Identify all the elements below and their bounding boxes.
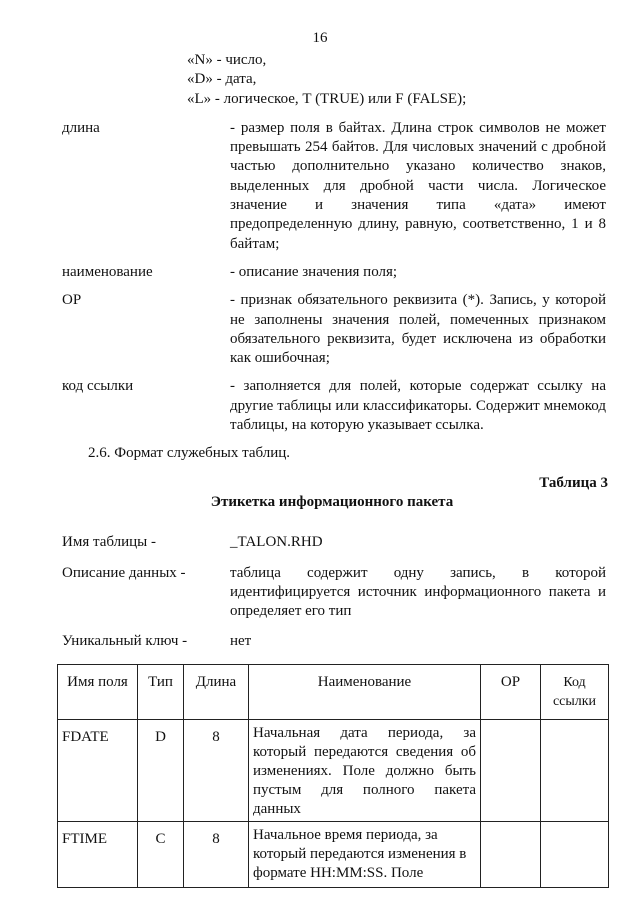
cell-required <box>481 719 541 821</box>
table-label: Таблица 3 <box>539 474 608 491</box>
definition <box>62 291 608 368</box>
type-item: «D» - дата, <box>187 71 257 88</box>
fields-table <box>57 664 609 888</box>
table-title: Этикетка информационного пакета <box>210 493 454 510</box>
definition-term: длина <box>62 119 100 136</box>
meta-row <box>62 632 608 651</box>
table-meta <box>62 533 608 651</box>
page-number: 16 <box>312 30 328 46</box>
section-heading: 2.6. Формат служебных таблиц. <box>88 445 291 462</box>
definition-term: код ссылки <box>62 378 134 395</box>
cell-ref-code <box>541 719 609 821</box>
header-cell: Имя поля <box>58 664 138 719</box>
type-item: «N» - число, <box>187 52 267 68</box>
header-cell: Тип <box>138 664 184 719</box>
definition-term: ОР <box>62 292 82 309</box>
definition <box>62 119 608 254</box>
definition <box>62 377 608 435</box>
cell-field-name: FDATE <box>58 719 138 821</box>
type-item: «L» - логическое, T (TRUE) или F (FALSE); <box>187 90 467 107</box>
table-row <box>58 719 609 821</box>
meta-label: Описание данных - <box>62 564 186 581</box>
cell-required <box>481 821 541 887</box>
meta-row <box>62 564 608 622</box>
cell-ref-code <box>541 821 609 887</box>
cell-field-name: FTIME <box>58 821 138 887</box>
definition <box>62 263 608 282</box>
meta-row <box>62 533 608 552</box>
definition-term: наименование <box>62 263 153 280</box>
meta-label: Уникальный ключ - <box>62 633 188 650</box>
table-header-row <box>58 664 609 719</box>
cell-description: Начальное время периода, за который передаются изменения в формате HH:MM:SS. Поле <box>249 821 481 887</box>
definition-text: - заполняется для полей, которые содержат ссылку на другие таблицы или классификаторы. Содержит мнемокод таблицы, на которую указывает ссылка. <box>230 378 606 434</box>
meta-value: _TALON.RHD <box>230 534 323 551</box>
cell-type: C <box>138 821 184 887</box>
definition-text: - признак обязательного реквизита (*). Запись, у которой не заполнены значения полей, помеченных признаком обязательного реквизита, будет исключена из обработки как ошибочная; <box>230 292 606 367</box>
definition-text: - описание значения поля; <box>230 263 398 280</box>
cell-length: 8 <box>184 719 249 821</box>
header-cell: ОР <box>481 664 541 719</box>
meta-label: Имя таблицы - <box>62 534 156 551</box>
header-cell: Код ссылки <box>541 664 609 719</box>
table-row <box>58 821 609 887</box>
meta-value: таблица содержит одну запись, в которой идентифицируется источник информационного пакета и определяет его тип <box>230 564 606 620</box>
header-cell: Наименование <box>249 664 481 719</box>
cell-length: 8 <box>184 821 249 887</box>
type-list <box>187 51 608 109</box>
cell-type: D <box>138 719 184 821</box>
header-cell: Длина <box>184 664 249 719</box>
cell-description: Начальная дата периода, за который передаются сведения об изменениях. Поле должно быть пустым для полного пакета данных <box>249 719 481 821</box>
meta-value: нет <box>230 633 252 650</box>
definition-text: - размер поля в байтах. Длина строк символов не может превышать 254 байтов. Для числовых значений с дробной частью дополнительно указано количество знаков, выделенных для дробной части числа. Логическое значение и значения типа «дата» имеют предопределенную длину, равную, соответственно, 1 и 8 байтам; <box>230 119 606 252</box>
